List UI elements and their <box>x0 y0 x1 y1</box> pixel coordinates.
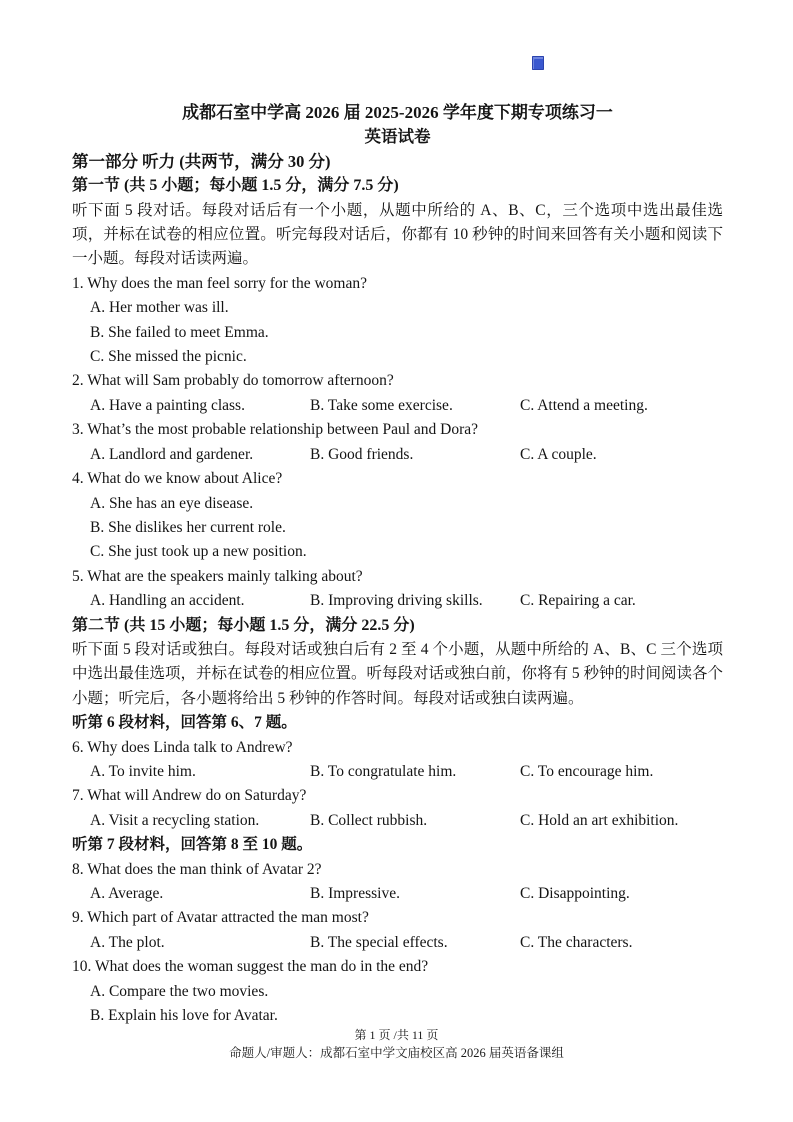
question-10-text: 10. What does the woman suggest the man do in the end? <box>72 958 429 976</box>
question-1-text: 1. Why does the man feel sorry for the woman? <box>72 274 367 292</box>
section2-instructions: 听下面 5 段对话或独白。每段对话或独白后有 2 至 4 个小题，从题中所给的 A、B、C 三个选项中选出最佳选项，并标在试卷的相应位置。听每段对话或独白前，你将有 5 秒钟的时间阅读各个小题；听完后，各小题将给出 5 秒钟的作答时间。每段对话或独白读两遍。 <box>72 640 724 707</box>
question-8-option-c: C. Disappointing. <box>520 885 630 902</box>
material-6-heading: 听第 6 段材料，回答第 6、7 题。 <box>72 714 297 732</box>
question-5-text: 5. What are the speakers mainly talking about? <box>72 567 363 585</box>
question-1 <box>72 272 723 370</box>
question-9-option-a: A. The plot. <box>90 933 165 951</box>
material-7-heading: 听第 7 段材料，回答第 8 至 10 题。 <box>72 836 313 854</box>
question-3-option-c: C. A couple. <box>520 445 597 463</box>
question-3 <box>72 418 723 467</box>
page-footer <box>0 1026 793 1062</box>
question-9-option-c: C. The characters. <box>520 933 633 951</box>
question-7 <box>72 784 723 833</box>
footer-credit: 命题人/审题人：成都石室中学文庙校区高 2026 届英语备课组 <box>229 1046 564 1060</box>
question-10-option-a: A. Compare the two movies. <box>90 982 269 1000</box>
question-10-option-b: B. Explain his love for Avatar. <box>90 1007 278 1025</box>
question-7-option-c: C. Hold an art exhibition. <box>520 811 679 829</box>
question-1-option-a: A. Her mother was ill. <box>90 299 229 317</box>
question-9-text: 9. Which part of Avatar attracted the man most? <box>72 909 369 927</box>
question-2 <box>72 369 723 418</box>
question-2-option-b: B. Take some exercise. <box>310 396 453 414</box>
question-8-option-a: A. Average. <box>90 885 164 902</box>
question-2-option-a: A. Have a painting class. <box>90 396 245 414</box>
question-8 <box>72 858 723 907</box>
question-8-text: 8. What does the man think of Avatar 2? <box>72 860 322 878</box>
question-4-option-c: C. She just took up a new position. <box>90 543 307 561</box>
question-5-option-b: B. Improving driving skills. <box>310 592 483 610</box>
question-2-text: 2. What will Sam probably do tomorrow afternoon? <box>72 372 394 390</box>
section1-heading: 第一节 (共 5 小题；每小题 1.5 分，满分 7.5 分) <box>72 177 399 195</box>
question-1-option-c: C. She missed the picnic. <box>90 348 247 366</box>
question-9 <box>72 906 723 955</box>
blue-stamp-mark <box>532 56 544 70</box>
question-8-option-b: B. Impressive. <box>310 885 400 902</box>
question-6-option-b: B. To congratulate him. <box>310 762 457 780</box>
question-3-option-a: A. Landlord and gardener. <box>90 445 254 463</box>
question-6 <box>72 736 723 785</box>
question-7-text: 7. What will Andrew do on Saturday? <box>72 787 307 805</box>
question-10 <box>72 955 723 1028</box>
question-3-text: 3. What’s the most probable relationship between Paul and Dora? <box>72 421 479 439</box>
question-5-option-a: A. Handling an accident. <box>90 592 245 610</box>
section1-instructions: 听下面 5 段对话。每段对话后有一个小题，从题中所给的 A、B、C，三个选项中选出最佳选项，并标在试卷的相应位置。听完每段对话后，你都有 10 秒钟的时间来回答有关小题和阅读下一小题。每段对话读两遍。 <box>72 201 723 268</box>
question-2-option-c: C. Attend a meeting. <box>520 396 648 414</box>
question-6-text: 6. Why does Linda talk to Andrew? <box>72 738 293 756</box>
question-6-option-a: A. To invite him. <box>90 762 196 780</box>
question-9-option-b: B. The special effects. <box>310 933 448 951</box>
question-1-option-b: B. She failed to meet Emma. <box>90 323 269 341</box>
question-4-option-a: A. She has an eye disease. <box>90 494 254 512</box>
doc-title: 成都石室中学高 2026 届 2025-2026 学年度下期专项练习一 <box>182 103 613 122</box>
question-4-option-b: B. She dislikes her current role. <box>90 518 286 536</box>
doc-subtitle: 英语试卷 <box>364 127 431 147</box>
part1-heading: 第一部分 听力 (共两节，满分 30 分) <box>72 151 331 171</box>
footer-page-number: 第 1 页 /共 11 页 <box>354 1028 439 1042</box>
question-5-option-c: C. Repairing a car. <box>520 592 636 610</box>
question-6-option-c: C. To encourage him. <box>520 762 654 780</box>
section2-heading: 第二节 (共 15 小题；每小题 1.5 分，满分 22.5 分) <box>72 616 415 634</box>
question-3-option-b: B. Good friends. <box>310 445 414 463</box>
question-4-text: 4. What do we know about Alice? <box>72 470 283 488</box>
question-7-option-a: A. Visit a recycling station. <box>90 811 260 829</box>
question-5 <box>72 565 723 614</box>
question-7-option-b: B. Collect rubbish. <box>310 811 428 829</box>
question-4 <box>72 467 723 565</box>
